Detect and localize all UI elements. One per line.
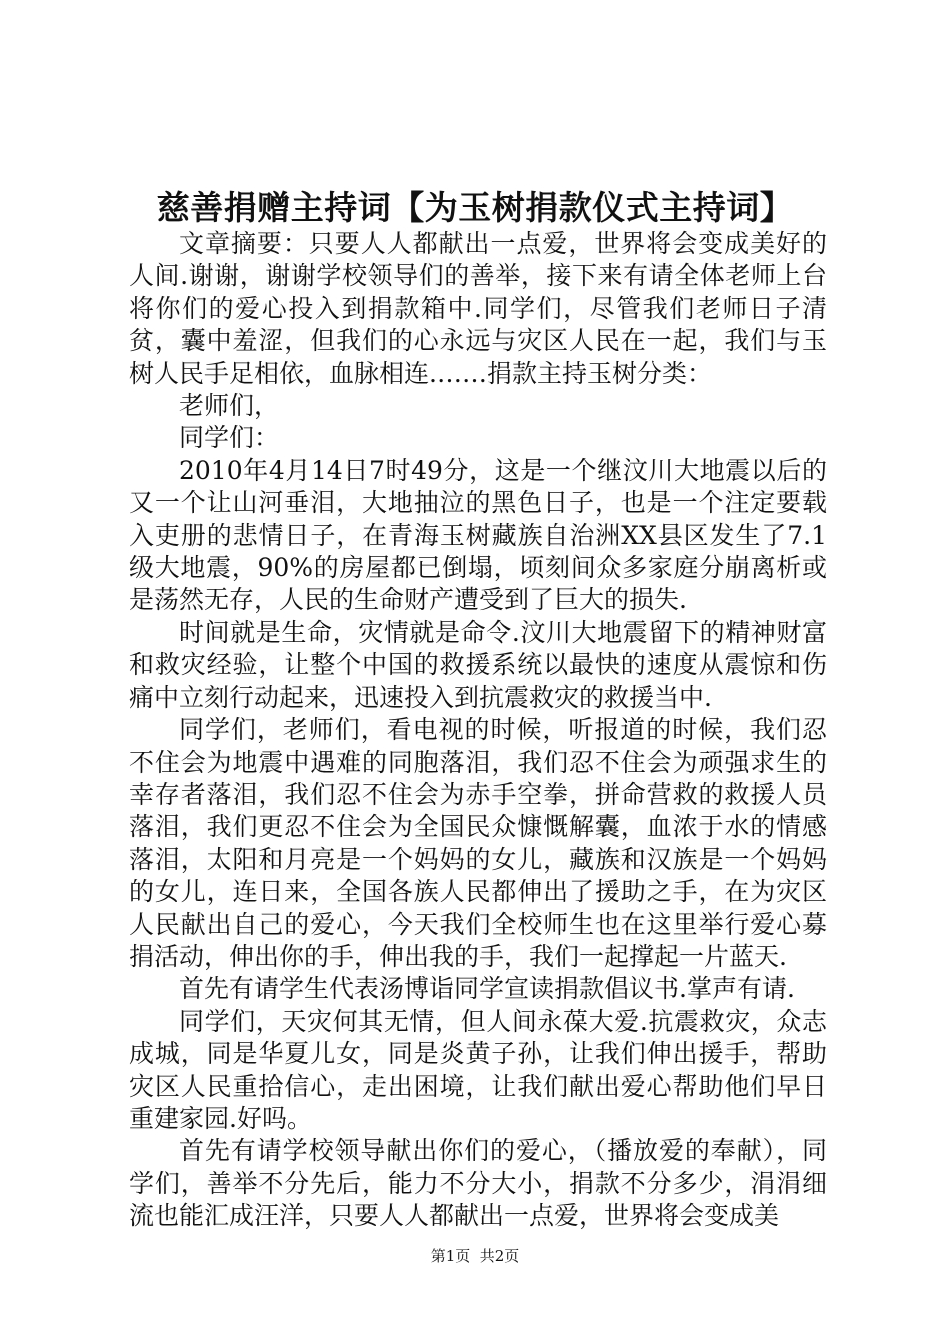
page-footer [0, 1245, 950, 1267]
document-body [129, 228, 827, 1233]
paragraph-leaders-donate: 首先有请学校领导献出你们的爱心，（播放爱的奉献），同学们，善举不分先后，能力不分大小，捐款不分多少，涓涓细流也能汇成汪洋，只要人人都献出一点爱，世界将会变成美 [129, 1136, 827, 1231]
page-number: 第1页 共2页 [430, 1247, 520, 1265]
paragraph-earthquake-date: 2010年4月14日7时49分，这是一个继汶川大地震以后的又一个让山河垂泪，大地抽泣的黑色日子，也是一个注定要载入吏册的悲情日子，在青海玉树藏族自治洲XX县区发生了7.1级大地震，90%的房屋都已倒塌，顷刻间众多家庭分崩离析或是荡然无存，人民的生命财产遭受到了巨大的损失. [129, 455, 827, 615]
paragraph-greeting-students: 同学们： [179, 423, 280, 453]
paragraph-abstract: 文章摘要：只要人人都献出一点爱，世界将会变成美好的人间.谢谢，谢谢学校领导们的善举，接下来有请全体老师上台将你们的爱心投入到捐款箱中.同学们，尽管我们老师日子清贫，囊中羞涩，但我们的心永远与灾区人民在一起，我们与玉树人民手足相依，血脉相连.……捐款主持玉树分类： [129, 229, 827, 388]
paragraph-student-representative: 首先有请学生代表汤博诣同学宣读捐款倡议书.掌声有请. [179, 974, 795, 1004]
document-title: 慈善捐赠主持词【为玉树捐款仪式主持词】 [156, 188, 794, 227]
paragraph-students-teachers: 同学们，老师们，看电视的时候，听报道的时候，我们忍不住会为地震中遇难的同胞落泪，我们忍不住会为顽强求生的幸存者落泪，我们忍不住会为赤手空拳，拼命营救的救援人员落泪，我们更忍不住会为全国民众慷慨解囊，血浓于水的情感落泪，太阳和月亮是一个妈妈的女儿，藏族和汉族是一个妈妈的女儿，连日来，全国各族人民都伸出了援助之手，在为灾区人民献出自己的爱心，今天我们全校师生也在这里举行爱心募捐活动，伸出你的手，伸出我的手，我们一起撑起一片蓝天. [129, 715, 827, 971]
paragraph-great-love: 同学们，天灾何其无情，但人间永葆大爱.抗震救灾，众志成城，同是华夏儿女，同是炎黄子孙，让我们伸出援手，帮助灾区人民重拾信心，走出困境，让我们献出爱心帮助他们早日重建家园.好吗。 [129, 1006, 827, 1133]
paragraph-time-is-life: 时间就是生命，灾情就是命令.汶川大地震留下的精神财富和救灾经验，让整个中国的救援系统以最快的速度从震惊和伤痛中立刻行动起来，迅速投入到抗震救灾的救援当中. [129, 617, 827, 712]
paragraph-greeting-teachers: 老师们， [179, 391, 280, 421]
